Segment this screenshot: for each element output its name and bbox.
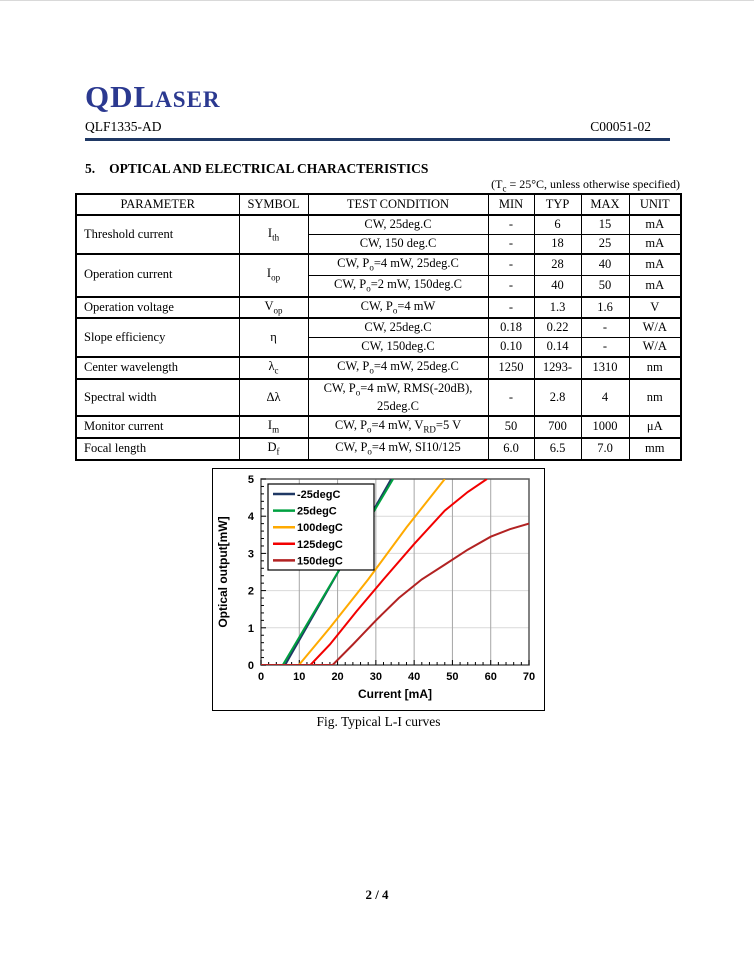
col-header-symbol: SYMBOL (239, 194, 308, 215)
x-tick-label: 50 (446, 671, 459, 683)
table-row (76, 357, 681, 379)
cell-typ: 28 (534, 254, 581, 275)
cell-max: 25 (581, 235, 629, 255)
y-tick-label: 0 (247, 660, 254, 672)
col-header-max: MAX (581, 194, 629, 215)
legend-label-150degC: 150degC (297, 555, 343, 568)
model-number: QLF1335-AD (85, 119, 162, 134)
cell-test-condition: CW, 25deg.C (308, 215, 488, 235)
table-row (76, 215, 681, 235)
table-row (76, 318, 681, 338)
y-tick-label: 4 (247, 511, 254, 524)
cell-min: - (488, 215, 534, 235)
x-tick-label: 70 (522, 671, 536, 683)
cell-test-condition: CW, 150 deg.C (308, 235, 488, 255)
table-row (76, 416, 681, 438)
cell-typ: 1.3 (534, 297, 581, 319)
x-tick-label: 20 (331, 671, 344, 683)
cell-symbol: $I_m$ (239, 416, 308, 438)
section-heading-text: OPTICAL AND ELECTRICAL CHARACTERISTICS (109, 161, 429, 176)
qdlaser-logo (85, 81, 221, 112)
cell-min: 0.18 (488, 318, 534, 338)
cell-symbol: $D_f$ (239, 438, 308, 460)
cell-test-condition: CW, $P_o=4$ mW, 25deg.C (308, 357, 488, 379)
page-number: 2 / 4 (365, 887, 389, 902)
characteristics-table (75, 193, 682, 461)
cell-parameter: Focal length (76, 438, 239, 460)
legend-label-125degC: 125degC (297, 538, 343, 551)
cell-min: 6.0 (488, 438, 534, 460)
cell-symbol: $I_{op}$ (239, 254, 308, 297)
cell-max: 40 (581, 254, 629, 275)
cell-test-condition: CW, $P_o=4$ mW, RMS(-20dB), 25deg.C (308, 379, 488, 416)
cell-typ: 40 (534, 275, 581, 296)
col-header-test-condition: TEST CONDITION (308, 194, 488, 215)
cell-typ: 6.5 (534, 438, 581, 460)
li-curves-figure (212, 468, 545, 711)
cell-max: 15 (581, 215, 629, 235)
cell-unit: mA (629, 275, 681, 296)
cell-typ: 6 (534, 215, 581, 235)
y-tick-label: 3 (247, 548, 254, 561)
col-header-unit: UNIT (629, 194, 681, 215)
cell-symbol: $I_{th}$ (239, 215, 308, 254)
li-curves-chart (213, 469, 544, 710)
cell-unit: mm (629, 438, 681, 460)
x-tick-label: 60 (484, 671, 497, 683)
legend-label-100degC: 100degC (297, 522, 343, 535)
cell-parameter: Operation current (76, 254, 239, 297)
cell-typ: 0.14 (534, 338, 581, 358)
table-row (76, 379, 681, 416)
cell-test-condition: CW, $P_o=2$ mW, 150deg.C (308, 275, 488, 296)
cell-min: - (488, 275, 534, 296)
cell-test-condition: CW, $P_o=4$ mW, $V_{RD}=5$ V (308, 416, 488, 438)
x-tick-label: 30 (369, 671, 382, 683)
table-row (76, 297, 681, 319)
x-tick-label: 40 (408, 671, 421, 683)
cell-parameter: Threshold current (76, 215, 239, 254)
cell-typ: 1293- (534, 357, 581, 379)
cell-min: - (488, 297, 534, 319)
col-header-typ: TYP (534, 194, 581, 215)
cell-min: - (488, 379, 534, 416)
cell-max: 4 (581, 379, 629, 416)
cell-max: 1.6 (581, 297, 629, 319)
y-axis-label: Optical output[mW] (216, 516, 230, 628)
cell-test-condition: CW, $P_o=4$ mW, 25deg.C (308, 254, 488, 275)
cell-unit: mA (629, 254, 681, 275)
cell-test-condition: CW, 150deg.C (308, 338, 488, 358)
cell-min: 0.10 (488, 338, 534, 358)
cell-min: 1250 (488, 357, 534, 379)
cell-test-condition: CW, $P_o=4$ mW, SI10/125 (308, 438, 488, 460)
cell-unit: nm (629, 357, 681, 379)
cell-typ: 700 (534, 416, 581, 438)
x-axis-label: Current [mA] (358, 687, 432, 701)
logo-text-small: ASER (155, 87, 221, 112)
col-header-parameter: PARAMETER (76, 194, 239, 215)
cell-max: 7.0 (581, 438, 629, 460)
cell-max: 50 (581, 275, 629, 296)
cell-symbol: Δλ (239, 379, 308, 416)
logo-text-big: QDL (85, 79, 156, 114)
cell-unit: mA (629, 235, 681, 255)
cell-unit: W/A (629, 318, 681, 338)
condition-note: ($T_c = 25^\circ C$, unless otherwise specified) (491, 177, 680, 194)
cell-symbol: $V_{op}$ (239, 297, 308, 319)
cell-typ: 18 (534, 235, 581, 255)
cell-unit: nm (629, 379, 681, 416)
cell-typ: 0.22 (534, 318, 581, 338)
cell-parameter: Center wavelength (76, 357, 239, 379)
cell-unit: W/A (629, 338, 681, 358)
doc-number: C00051-02 (590, 119, 651, 134)
cell-typ: 2.8 (534, 379, 581, 416)
cell-min: - (488, 254, 534, 275)
cell-max: 1310 (581, 357, 629, 379)
cell-unit: μA (629, 416, 681, 438)
y-tick-label: 2 (247, 585, 254, 598)
cell-max: 1000 (581, 416, 629, 438)
table-row (76, 438, 681, 460)
cell-test-condition: CW, $P_o=4$ mW (308, 297, 488, 319)
section-number: 5. (85, 161, 96, 176)
legend-label-25degC: 25degC (297, 505, 337, 518)
cell-parameter: Operation voltage (76, 297, 239, 319)
cell-symbol: $\lambda_c$ (239, 357, 308, 379)
figure-caption: Fig. Typical L-I curves (316, 714, 441, 729)
y-tick-label: 5 (247, 474, 254, 486)
characteristics-table-body (76, 215, 681, 460)
x-tick-label: 10 (293, 671, 306, 683)
cell-min: - (488, 235, 534, 255)
table-header-row (76, 194, 681, 215)
cell-test-condition: CW, 25deg.C (308, 318, 488, 338)
y-tick-label: 1 (247, 622, 254, 635)
cell-max: - (581, 338, 629, 358)
table-row (76, 254, 681, 275)
cell-unit: mA (629, 215, 681, 235)
cell-parameter: Monitor current (76, 416, 239, 438)
cell-max: - (581, 318, 629, 338)
section-title (85, 161, 428, 177)
cell-symbol: η (239, 318, 308, 357)
x-tick-label: 0 (257, 671, 265, 683)
col-header-min: MIN (488, 194, 534, 215)
header-divider (85, 138, 670, 141)
cell-min: 50 (488, 416, 534, 438)
cell-parameter: Spectral width (76, 379, 239, 416)
header-row (85, 119, 651, 135)
cell-unit: V (629, 297, 681, 319)
legend-label--25degC: -25degC (297, 489, 341, 501)
cell-parameter: Slope efficiency (76, 318, 239, 357)
